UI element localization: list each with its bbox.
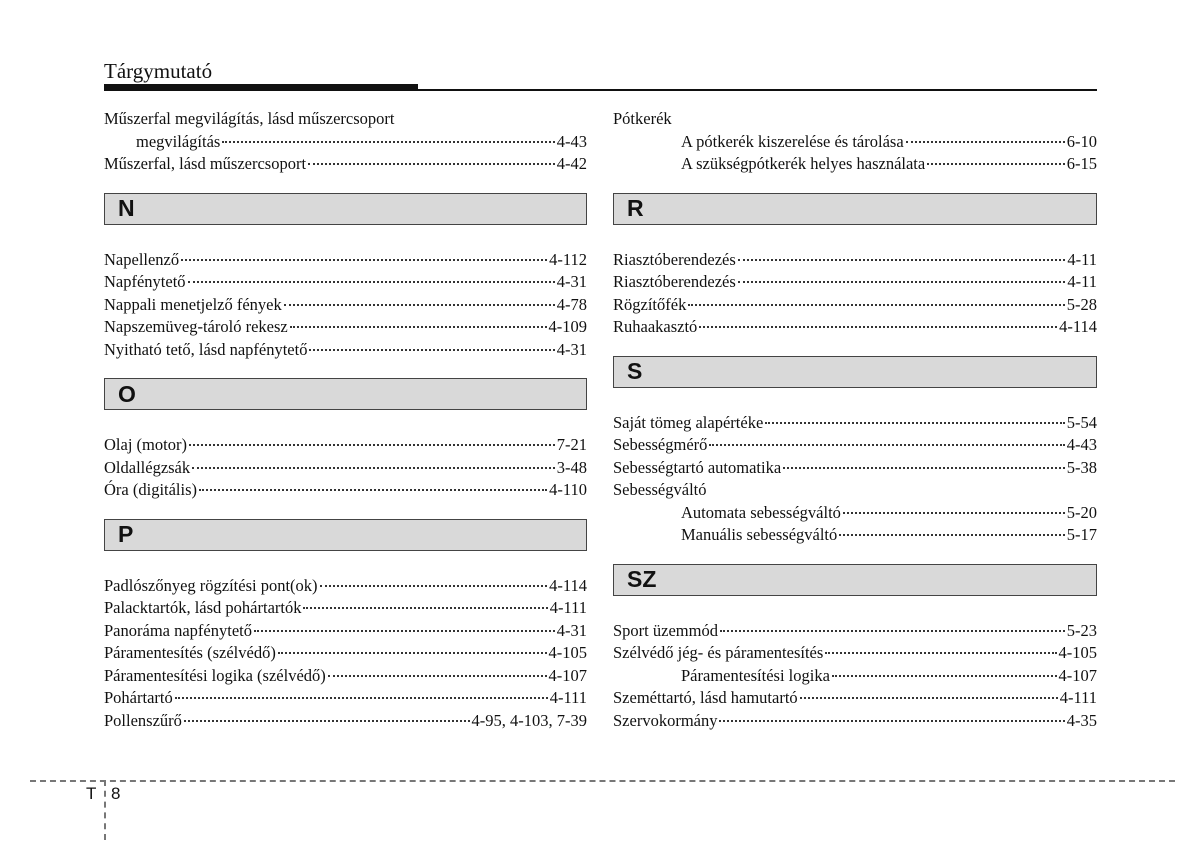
index-term: megvilágítás [136, 131, 221, 151]
index-term: Riasztóberendezés [613, 249, 736, 269]
index-entry [104, 597, 587, 620]
index-term: Manuális sebességváltó [681, 525, 838, 544]
index-page-ref: 6-10 [1066, 131, 1097, 151]
index-term: Ruhaakasztó [613, 317, 698, 336]
index-term: Műszerfal, lásd műszercsoport [104, 154, 307, 173]
index-page-ref: 5-20 [1066, 502, 1097, 522]
dot-leader [308, 162, 555, 165]
index-page-ref: 4-42 [556, 154, 587, 173]
index-entry [613, 434, 1097, 457]
index-term: Szervokormány [613, 710, 718, 730]
index-page-ref: 4-111 [549, 688, 587, 707]
index-entry [104, 665, 587, 688]
index-entry [104, 457, 587, 480]
index-entry [613, 131, 1097, 154]
section-header [613, 356, 1097, 388]
section-letter: R [627, 195, 644, 221]
index-term: Riasztóberendezés [613, 272, 736, 291]
dot-leader [738, 280, 1066, 283]
index-entry [613, 412, 1097, 435]
index-page-ref: 4-43 [556, 131, 587, 151]
section-letter: P [118, 521, 134, 547]
dot-leader [192, 466, 555, 469]
dot-leader [284, 303, 555, 306]
index-term: Műszerfal megvilágítás, lásd műszercsoport [104, 109, 395, 128]
index-page-ref: 4-112 [549, 249, 587, 269]
index-term: Páramentesítési logika (szélvédő) [104, 665, 326, 685]
index-page-ref: 4-31 [556, 272, 587, 291]
index-entry [613, 620, 1097, 643]
index-page-ref: 4-107 [1058, 665, 1097, 685]
index-page-ref: 6-15 [1066, 154, 1097, 173]
index-term: Sport üzemmód [613, 620, 718, 640]
index-page-ref: 4-105 [548, 643, 587, 662]
index-term: Nyitható tető, lásd napfénytető [104, 339, 308, 359]
section-letter: SZ [627, 566, 657, 592]
dot-leader [181, 258, 547, 261]
index-page-ref: 4-11 [1067, 272, 1097, 291]
index-term: Olaj (motor) [104, 435, 187, 454]
dot-leader [184, 719, 470, 722]
index-column-left [104, 108, 587, 732]
index-term: Napszemüveg-tároló rekesz [104, 317, 288, 336]
index-page-ref: 5-38 [1066, 457, 1097, 477]
footer-dashed-rule [30, 780, 1175, 782]
section-letter: O [118, 380, 136, 407]
dot-leader [738, 258, 1066, 261]
index-entry [104, 249, 587, 272]
index-page-ref: 4-43 [1066, 435, 1097, 454]
index-page-ref: 4-109 [548, 317, 587, 336]
index-term: Sebességmérő [613, 435, 708, 454]
index-term: A pótkerék kiszerelése és tárolása [681, 131, 904, 151]
index-term: Napellenző [104, 249, 180, 269]
dot-leader [688, 303, 1064, 306]
index-term: Nappali menetjelző fények [104, 294, 282, 314]
dot-leader [189, 443, 555, 446]
index-entry [613, 479, 1097, 502]
index-page-ref: 4-114 [549, 575, 587, 595]
index-entry [104, 271, 587, 294]
dot-leader [175, 696, 548, 699]
index-term: Pótkerék [613, 109, 672, 128]
index-term: Pohártartó [104, 688, 173, 707]
index-term: Óra (digitális) [104, 480, 198, 499]
dot-leader [906, 140, 1065, 143]
index-entry [104, 479, 587, 502]
dot-leader [188, 280, 555, 283]
section-header [613, 564, 1097, 596]
index-entry [613, 457, 1097, 480]
dot-leader [254, 629, 555, 632]
dot-leader [720, 629, 1065, 632]
index-term: Panoráma napfénytető [104, 620, 252, 640]
index-term: A szükségpótkerék helyes használata [681, 154, 926, 173]
index-page-ref: 4-11 [1067, 249, 1097, 269]
index-term: Páramentesítés (szélvédő) [104, 643, 276, 662]
index-page-ref: 4-110 [549, 480, 587, 499]
dot-leader [222, 140, 554, 143]
index-term: Napfénytető [104, 272, 186, 291]
dot-leader [328, 674, 547, 677]
dot-leader [199, 488, 547, 491]
index-entry [613, 294, 1097, 317]
index-entry [104, 620, 587, 643]
index-term: Páramentesítési logika [681, 665, 830, 685]
index-entry [613, 710, 1097, 733]
index-page-ref: 4-105 [1058, 643, 1097, 662]
index-term: Palacktartók, lásd pohártartók [104, 598, 302, 617]
index-page-ref: 5-28 [1066, 294, 1097, 314]
header-rule-thin [104, 89, 1097, 91]
index-term: Padlószőnyeg rögzítési pont(ok) [104, 575, 318, 595]
footer-page-number: 8 [111, 784, 121, 803]
index-page-ref: 4-111 [549, 598, 587, 617]
index-entry [613, 249, 1097, 272]
index-page-ref: 4-31 [556, 339, 587, 359]
index-entry [613, 108, 1097, 131]
index-entry [613, 687, 1097, 710]
index-term: Automata sebességváltó [681, 502, 841, 522]
dot-leader [309, 348, 554, 351]
index-term: Oldallégzsák [104, 457, 191, 477]
index-entry [613, 524, 1097, 547]
index-entry [104, 294, 587, 317]
index-entry [104, 316, 587, 339]
section-header [104, 519, 587, 551]
section-header [104, 378, 587, 410]
index-page-ref: 5-23 [1066, 620, 1097, 640]
index-term: Sebességtartó automatika [613, 457, 782, 477]
index-page-ref: 5-17 [1066, 525, 1097, 544]
dot-leader [843, 511, 1065, 514]
index-page-ref: 4-35 [1066, 710, 1097, 730]
index-entry [613, 642, 1097, 665]
index-term: Rögzítőfék [613, 294, 687, 314]
index-term: Szélvédő jég- és páramentesítés [613, 643, 824, 662]
dot-leader [290, 325, 547, 328]
index-entry [104, 575, 587, 598]
index-term: Pollenszűrő [104, 710, 182, 730]
index-page-ref: 4-31 [556, 620, 587, 640]
section-header [613, 193, 1097, 225]
index-term: Sebességváltó [613, 480, 707, 499]
index-term: Szeméttartó, lásd hamutartó [613, 688, 798, 707]
section-letter: N [118, 195, 135, 221]
index-page-ref: 4-111 [1059, 688, 1097, 707]
index-entry [613, 665, 1097, 688]
index-entry [104, 434, 587, 457]
dot-leader [927, 162, 1065, 165]
dot-leader [839, 533, 1064, 536]
index-page-ref: 4-78 [556, 294, 587, 314]
index-entry [613, 271, 1097, 294]
index-entry [104, 642, 587, 665]
index-entry [104, 710, 587, 733]
index-column-right [613, 108, 1097, 732]
dot-leader [278, 651, 547, 654]
index-page-ref: 3-48 [556, 457, 587, 477]
dot-leader [320, 584, 548, 587]
dot-leader [783, 466, 1065, 469]
dot-leader [765, 421, 1064, 424]
section-letter: S [627, 358, 643, 384]
dot-leader [709, 443, 1064, 446]
section-header [104, 193, 587, 225]
index-page-ref: 4-107 [548, 665, 587, 685]
index-entry [104, 108, 587, 131]
index-entry [613, 153, 1097, 176]
index-term: Saját tömeg alapértéke [613, 412, 764, 432]
index-entry [613, 316, 1097, 339]
index-entry [104, 687, 587, 710]
page-title: Tárgymutató [104, 59, 213, 83]
dot-leader [800, 696, 1058, 699]
dot-leader [719, 719, 1064, 722]
footer-dashed-divider [104, 780, 106, 840]
index-page-ref: 4-114 [1059, 317, 1097, 336]
index-page-ref: 5-54 [1066, 412, 1097, 432]
index-page-ref: 7-21 [556, 435, 587, 454]
dot-leader [699, 325, 1057, 328]
dot-leader [832, 674, 1057, 677]
index-entry [104, 339, 587, 362]
index-entry [613, 502, 1097, 525]
index-page-ref: 4-95, 4-103, 7-39 [471, 710, 587, 730]
dot-leader [825, 651, 1056, 654]
footer-section-letter: T [86, 784, 97, 803]
index-entry [104, 131, 587, 154]
index-entry [104, 153, 587, 176]
dot-leader [303, 606, 547, 609]
